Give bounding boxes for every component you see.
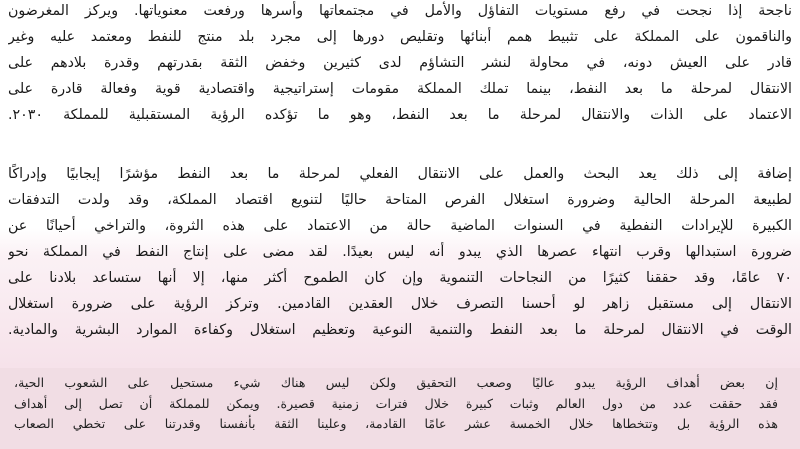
paragraph-line: ناجحة إذا نجحت في رفع مستويات التفاؤل والأمل في مجتمعاتها وأسرها ورفعت معنوياتها. ويركز المغرضون bbox=[8, 3, 792, 19]
paragraph-line: والناقمون على المملكة على تثبيط همم أبنائها وتقليص دورها إلى مجرد بلد منتج للنفط ومعتمد عليه وغير bbox=[8, 29, 792, 45]
paragraph-line: الكبيرة للإيرادات النفطية في السنوات الماضية حالة من الاعتماد على هذه الثروة، والتراخي أحيانًا عن bbox=[8, 218, 792, 234]
paragraph-line: ٧٠ عامًا، وقد حققنا كثيرًا من النجاحات التنموية وإن كان الطموح أكثر منها، إلا أنها ستساعد بلادنا على bbox=[8, 270, 792, 286]
paragraph-line: ضرورة استبدالها وقرب انتهاء عصرها الذي يبدو أنه ليس بعيدًا. لقد مضى على إنتاج النفط في المملكة نحو bbox=[8, 244, 792, 260]
paragraph-1 bbox=[8, 0, 792, 128]
paragraph-line: لطبيعة المرحلة الحالية وضرورة استغلال الفرص المتاحة حاليًا لتنويع اقتصاد المملكة، وقد ولدت التدفقات bbox=[8, 192, 792, 208]
paragraph-line: الانتقال لمرحلة ما بعد النفط، بينما تملك المملكة مقومات إستراتيجية واقتصادية قوية وفعالة قادرة على bbox=[8, 81, 792, 97]
paragraph-line: إضافة إلى ذلك يعد البحث والعمل على الانتقال الفعلي لمرحلة ما بعد النفط مؤشرًا إيجابيًا وإدراكًا bbox=[8, 166, 792, 182]
paragraph-line: الانتقال إلى مستقبل زاهر لو أحسنا التصرف خلال العقدين القادمين. وتركز الرؤية على ضرورة استغلال bbox=[8, 296, 792, 312]
quote-line: هذه الرؤية بل وتتخطاها خلال الخمسة عشر عامًا القادمة، وعلينا الثقة بأنفسنا وقدرتنا على تخطي الصعاب bbox=[14, 416, 778, 431]
quote-line: إن بعض أهداف الرؤية يبدو عاليًا وصعب التحقيق ولكن ليس هناك شيء مستحيل على الشعوب الحية، bbox=[14, 375, 778, 390]
quote-line: فقد حققت عدد من دول العالم وثبات كبيرة خلال فترات زمنية قصيرة. ويمكن للمملكة أن تصل إلى أهداف bbox=[14, 395, 778, 411]
paragraph-2 bbox=[8, 161, 792, 343]
quote-paragraph bbox=[14, 373, 778, 435]
paragraph-line: الاعتماد على الذات والانتقال لمرحلة ما بعد النفط، وهو ما تؤكده الرؤية المستقبلية للمملكة ٢٠٣٠. bbox=[8, 107, 792, 123]
paragraph-line: قادر على العيش دونه، في محاولة لنشر التشاؤم لدى كثيرين وخفض الثقة بقدرتهم وقدرة بلادهم على bbox=[8, 55, 792, 71]
paragraph-line: الوقت في الانتقال لمرحلة ما بعد النفط والتنمية النوعية وتعظيم استغلال وكفاءة الموارد البشرية والمادية. bbox=[8, 322, 792, 338]
